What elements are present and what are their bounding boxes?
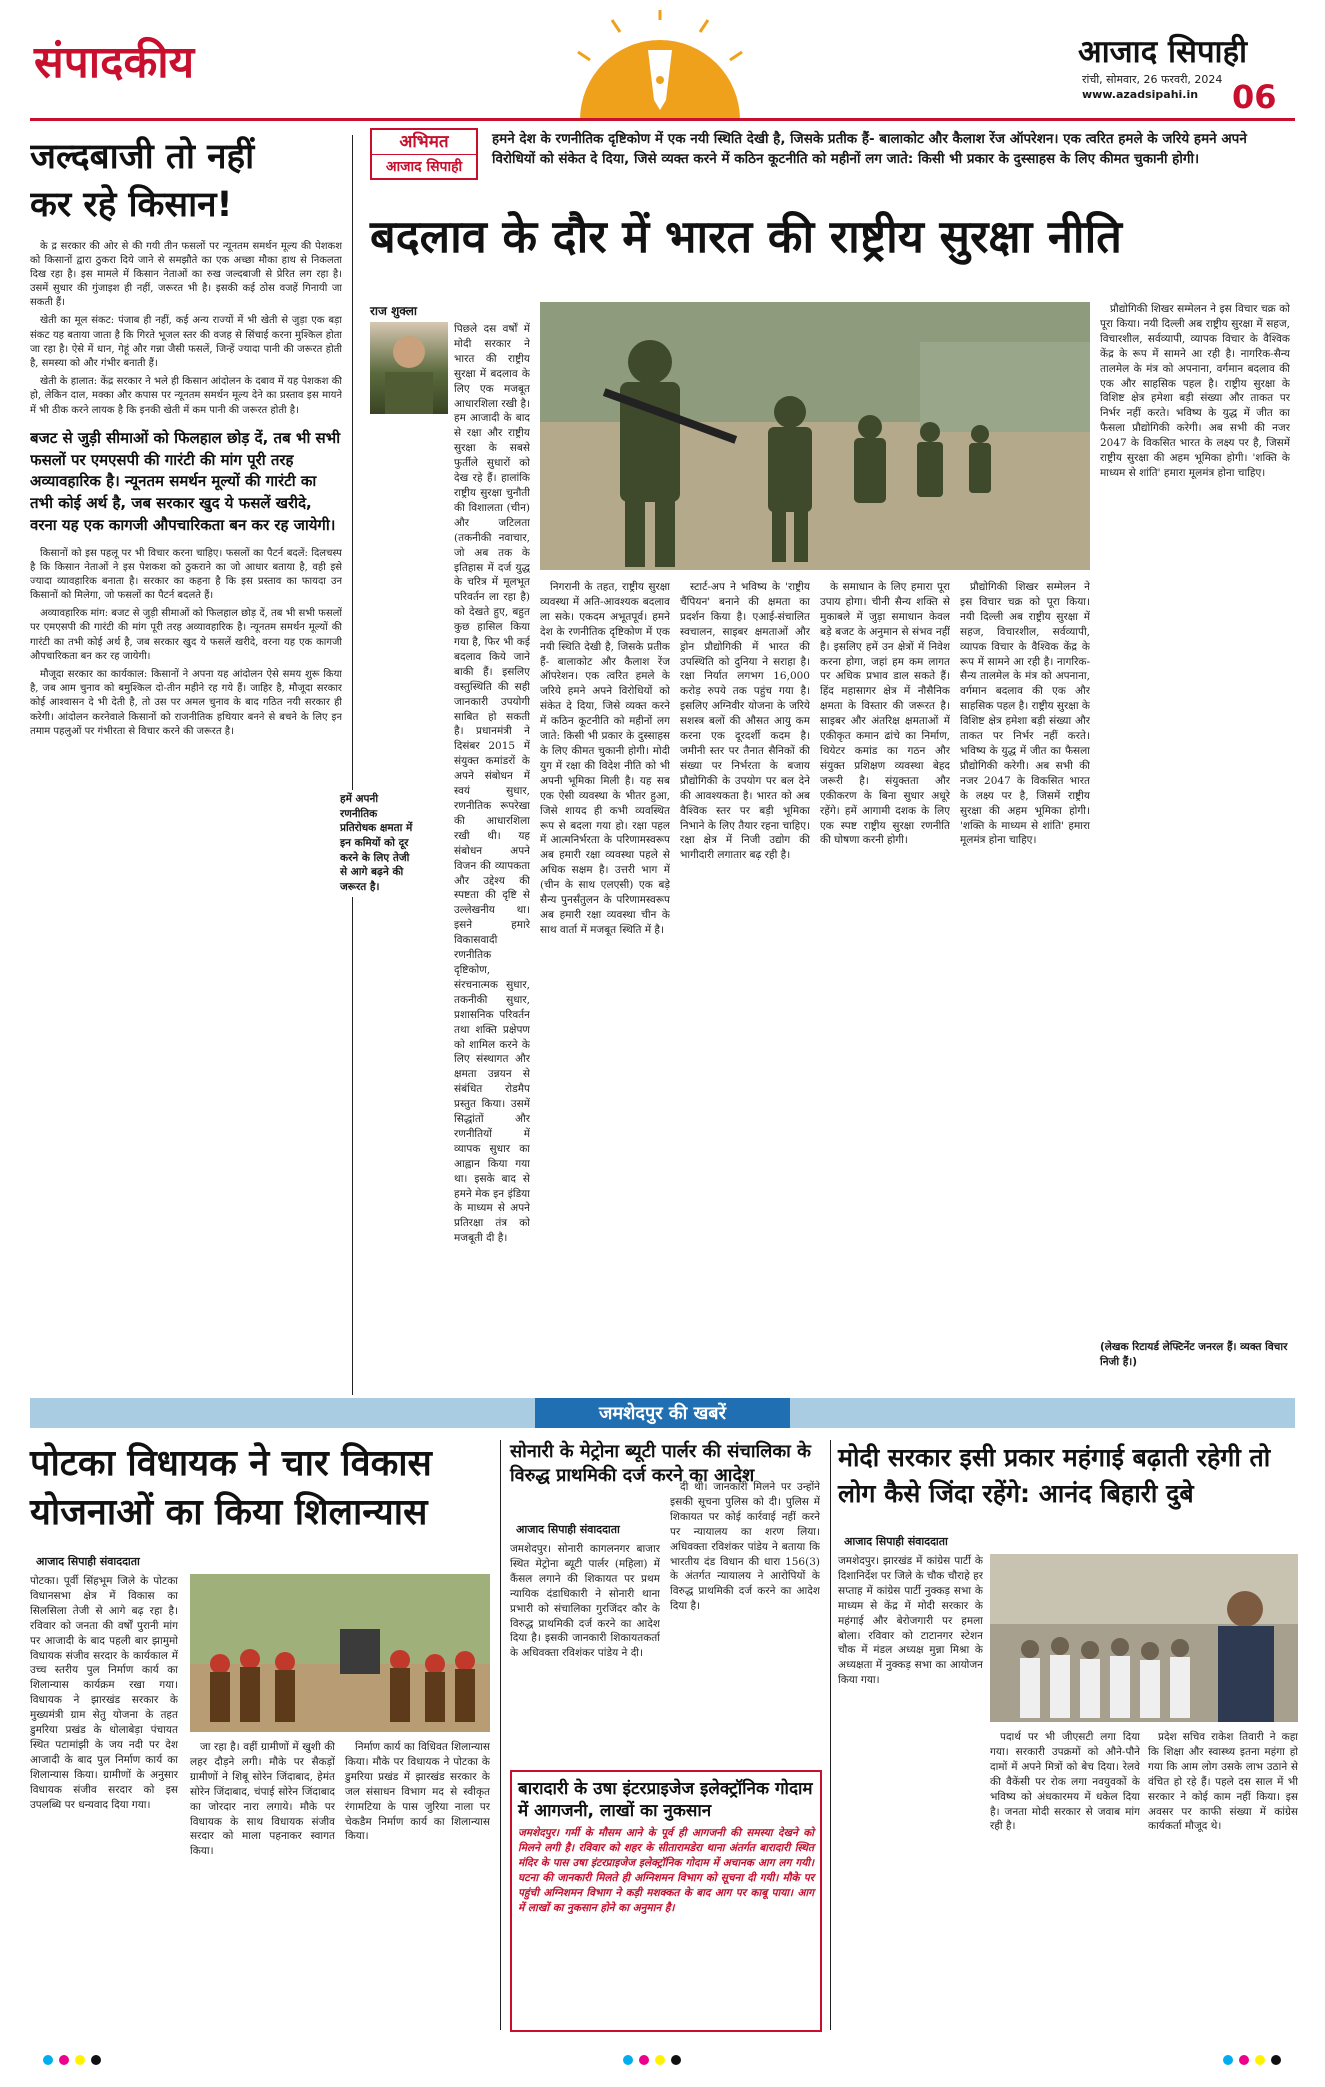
opinion-tag-title: अभिमत: [372, 130, 476, 155]
section-band-title: जमशेदपुर की खबरें: [599, 1403, 726, 1424]
story-left-headline: पोटका विधायक ने चार विकास योजनाओं का किया शिलान्यास: [30, 1443, 432, 1533]
story-mid-col-2: [670, 1480, 820, 1762]
main-col-6-text: प्रौद्योगिकी शिखर सम्मेलन ने इस विचार चक्र को पूरा किया। नयी दिल्ली अब राष्ट्रीय सुरक्षा में सहज, विचारशील, सर्वव्यापी, व्यापक विचार के वैश्विक केंद्र के रूप में सामने आ रही है। नागरिक-सैन्य तालमेल के मंत्र को अपनाना, वर्गमान बदलाव की एक और साहसिक पहल है। राष्ट्रीय सुरक्षा के विशिष्ट क्षेत्र हमेशा बड़ी संख्या और ताकत पर निर्भर नहीं करते। भविष्य के युद्ध में जीत का फैसला प्रौद्योगिकी करेगी। अब सभी की नजर 2047 के विकसित भारत के लक्ष्य पर है, जिसमें राष्ट्रीय सुरक्षा की अहम भूमिका होगी। 'शक्ति के माध्यम से शांति' हमारा मूलमंत्र होना चाहिए।: [1100, 303, 1290, 479]
story-left-byline: आजाद सिपाही संवाददाता: [36, 1555, 140, 1568]
editorial-para-2: खेती का मूल संकट: पंजाब ही नहीं, कई अन्य राज्यों में भी खेती से जुड़ा एक बड़ा संकट यह बताया जाता है कि गिरते भूजल स्तर की वजह से सिंचाई करना मुश्किल होता जा रहा है। ऐसे में धान, गेहूं और गन्ना जैसी फसलें, जिन्हें ज्यादा पानी की जरूरत होती है, समस्या को और गंभीर बनाती हैं।: [30, 315, 342, 369]
main-col-2: [540, 580, 670, 1380]
registration-marks-mid: [620, 2050, 684, 2069]
story-right-headline: मोदी सरकार इसी प्रकार महंगाई बढ़ाती रहेगी तो लोग कैसे जिंदा रहेंगे: आनंद बिहारी दुबे: [838, 1443, 1271, 1509]
main-col-6: [1100, 302, 1290, 1312]
side-quote: हमें अपनी रणनीतिक प्रतिरोधक क्षमता में इन कमियों को दूर करने के लिए तेजी से आगे बढ़ने की जरूरत है।: [338, 790, 418, 897]
editorial-para-4: किसानों को इस पहलू पर भी विचार करना चाहिए। फसलों का पैटर्न बदलें: दिलचस्प है कि किसान नेताओं ने इस पेशकश को ठुकराने का जो आधार बताया है, वही इसे ज्यादा व्यावहारिक बनाता है। सरकार का कहना है कि इस प्रस्ताव का फायदा उन किसानों को मिलेगा, जो फसलों का पैटर्न बदलते हैं।: [30, 547, 342, 602]
editorial-headline-line2: कर रहे किसान!: [30, 184, 233, 225]
main-col-4: [820, 580, 950, 1380]
editorial-para-1: के द्र सरकार की ओर से की गयी तीन फसलों पर न्यूनतम समर्थन मूल्य की पेशकश को किसानों द्वारा ठुकरा दिये जाने से समझौते का एक अच्छा मौका हाथ से निकलता दिख रहा है। इस मामले में किसान नेताओं का रुख जल्दबाजी से प्रेरित लग रहा है। उसमें सुधार की गुंजाइश ही नहीं, जरूरत भी है। इसकी कई ठोस वजहें गिनायी जा सकती हैं।: [30, 240, 342, 309]
story-right-text-3: प्रदेश सचिव राकेश तिवारी ने कहा कि शिक्षा और स्वास्थ्य इतना महंगा हो गया कि आम लोग उसके लाभ उठाने से वंचित हो रहे हैं। पहले दस साल में भी सरकार ने कोई काम नहीं किया। इस अवसर पर काफी संख्या में कांग्रेस कार्यकर्ता मौजूद थे।: [1148, 1731, 1298, 1833]
page-number: 06: [1232, 78, 1277, 116]
story-right-byline: आजाद सिपाही संवाददाता: [844, 1535, 948, 1548]
story-right-col-3: [1148, 1730, 1298, 2032]
main-col-5-text: प्रौद्योगिकी शिखर सम्मेलन ने इस विचार चक्र को पूरा किया। नयी दिल्ली अब राष्ट्रीय सुरक्षा में सहज, विचारशील, सर्वव्यापी, व्यापक विचार के वैश्विक केंद्र के रूप में सामने आ रही है। नागरिक-सैन्य तालमेल के मंत्र को अपनाना, वर्गमान बदलाव की एक और साहसिक पहल है। राष्ट्रीय सुरक्षा के विशिष्ट क्षेत्र हमेशा बड़ी संख्या और ताकत पर निर्भर नहीं करते। भविष्य के युद्ध में जीत का फैसला प्रौद्योगिकी करेगी। अब सभी की नजर 2047 के विकसित भारत के लक्ष्य पर है, जिसमें राष्ट्रीय सुरक्षा की अहम भूमिका होगी। 'शक्ति के माध्यम से शांति' हमारा मूलमंत्र होना चाहिए।: [960, 581, 1090, 847]
story-mid-byline: आजाद सिपाही संवाददाता: [516, 1523, 620, 1536]
masthead-underline: [30, 118, 1295, 121]
story-mid-col-1: [510, 1542, 660, 1762]
main-headline: बदलाव के दौर में भारत की राष्ट्रीय सुरक्षा नीति: [370, 210, 1122, 263]
dateline: रांची, सोमवार, 26 फरवरी, 2024: [1082, 73, 1223, 86]
sun-emblem-icon: [560, 10, 760, 120]
story-left-col-2: [190, 1740, 335, 2030]
main-intro: हमने देश के रणनीतिक दृष्टिकोण में एक नयी स्थिति देखी है, जिसके प्रतीक हैं- बालाकोट और कैलाश रेंज ऑपरेशन। एक त्वरित हमले के जरिये हमने अपने विरोधियों को संकेत दे दिया, जिसे व्यक्त करने में कठिन कूटनीति को महीनों लग जाते: किसी भी प्रकार के दुस्साहस के लिए कीमत चुकानी होगी।: [492, 131, 1247, 167]
column-divider: [352, 135, 353, 1395]
registration-marks-right: [1220, 2050, 1284, 2069]
opinion-tag: [370, 128, 478, 180]
editorial-para-3: खेती के हालात: केंद्र सरकार ने भले ही किसान आंदोलन के दबाव में यह पेशकश की हो, लेकिन दाल, मक्का और कपास पर न्यूनतम समर्थन मूल्य देने का प्रस्ताव इस मायने में भी ठीक करने लायक है कि इनकी खेती में कम पानी की जरूरत होती है।: [30, 376, 342, 416]
story-left-text-2: जा रहा है। वहीं ग्रामीणों में खुशी की लहर दौड़ने लगी। मौके पर सैकड़ों ग्रामीणों ने शिबू सोरेन जिंदाबाद, हेमंत सोरेन जिंदाबाद, चंपाई सोरेन जिंदाबाद का जोरदार नारा लगाये। मौके पर विधायक के साथ विधायक संजीव सरदार को माला पहनाकर स्वागत किया।: [190, 1741, 335, 1858]
editorial-pullquote: बजट से जुड़ी सीमाओं को फिलहाल छोड़ दें, तब भी सभी फसलों पर एमएसपी की गारंटी की मांग पूरी तरह अव्यावहारिक है। न्यूनतम समर्थन मूल्यों की गारंटी का तभी कोई अर्थ है, जब सरकार खुद ये फसलें खरीदे, वरना यह एक कागजी औपचारिकता बन कर रह जायेगी।: [30, 428, 341, 534]
main-col-4-text: के समाधान के लिए हमारा पूरा उपाय होगा। चीनी सैन्य शक्ति से मुकाबले में जुड़ा समाधान केवल बड़े बजट के अनुमान से संभव नहीं है। इसलिए हमें उन क्षेत्रों में निवेश करना होगा, जहां हम कम लागत पर अधिक प्रभाव डाल सकते हैं। हिंद महासागर क्षेत्र में नौसैनिक क्षमता के विस्तार की जरूरत है। साइबर और अंतरिक्ष क्षमताओं में एकीकृत कमान ढांचे का निर्माण, थियेटर कमांड का गठन और संयुक्त प्रशिक्षण व्यवस्था बेहद जरूरी है। संयुक्तता और एकीकरण के बिना सुधार अधूरे रहेंगे। हमें आगामी दशक के लिए एक स्पष्ट राष्ट्रीय सुरक्षा रणनीति की घोषणा करनी होगी।: [820, 581, 950, 847]
main-col-1-text: पिछले दस वर्षों में मोदी सरकार ने भारत की राष्ट्रीय सुरक्षा में बदलाव के लिए एक मजबूत आधारशिला रखी है। हम आजादी के बाद से रक्षा और राष्ट्रीय सुरक्षा के सबसे फुर्तीले सुधारों को देख रहे हैं। हालांकि राष्ट्रीय सुरक्षा चुनौती की विशालता (चीन) और जटिलता (तकनीकी नवाचार, जो अब तक के इतिहास में दर्ज युद्ध के चरित्र में मूलभूत परिवर्तन ला रहा है) को देखते हुए, बहुत कुछ हासिल किया गया है, फिर भी कई बदलाव किये जाने बाकी हैं। इसलिए वस्तुस्थिति की सही जानकारी उपयोगी साबित हो सकती है। प्रधानमंत्री ने दिसंबर 2015 में संयुक्त कमांडरों के अपने संबोधन में स्वयं सुधार, रणनीतिक रूपरेखा की आधारशिला रखी थी। यह संबोधन अपने विजन की व्यापकता और उद्देश्य की स्पष्टता की दृष्टि से उल्लेखनीय था। इसने हमारे विकासवादी रणनीतिक दृष्टिकोण, संरचनात्मक सुधार, तकनीकी सुधार, प्रशासनिक परिवर्तन तथा शक्ति प्रक्षेपण को शामिल करने के लिए संस्थागत और क्षमता उन्नयन से संबंधित रोडमैप प्रस्तुत किया। उसमें सिद्धांतों और रणनीतियों में व्यापक सुधार का आह्वान किया गया था। इसके बाद से हमने मेक इन इंडिया के माध्यम से अपने प्रतिरक्षा तंत्र को मजबूती दी है।: [454, 323, 530, 1245]
masthead: [0, 0, 1325, 120]
fire-story-box: [510, 1770, 822, 2032]
registration-marks-left: [40, 2050, 104, 2069]
story-left-col-1: [30, 1574, 178, 2024]
opinion-tag-paper: आजाद सिपाही: [385, 159, 463, 175]
story-mid-headline: सोनारी के मेट्रोना ब्यूटी पार्लर की संचालिका के विरुद्ध प्राथमिकी दर्ज करने का आदेश: [510, 1441, 811, 1487]
story-divider-1: [500, 1440, 501, 2030]
fire-story-headline: बारादारी के उषा इंटरप्राइजेज इलेक्ट्रॉनिक गोदाम में आगजनी, लाखों का नुकसान: [518, 1779, 813, 1822]
author-note: (लेखक रिटायर्ड लेफ्टिनेंट जनरल हैं। व्यक्त विचार निजी हैं।): [1100, 1341, 1288, 1368]
story-left-text-3: निर्माण कार्य का विधिवत शिलान्यास किया। मौके पर विधायक ने पोटका के डुमरिया प्रखंड में झारखंड सरकार के जल संसाधन विभाग मद से स्वीकृत रंगामटिया के पास जुरिया नाला पर चेकडैम निर्माण कार्य का शिलान्यास किया।: [345, 1741, 490, 1843]
speaker-photo: [990, 1554, 1298, 1722]
story-right-col-2: [990, 1730, 1140, 2032]
main-col-3-text: स्टार्ट-अप ने भविष्य के 'राष्ट्रीय चैंपियन' बनाने की क्षमता का प्रदर्शन किया है। एआई-संचालित स्वचालन, साइबर क्षमताओं और ड्रोन प्रौद्योगिकी में भारत की उपस्थिति को दुनिया ने सराहा है। रक्षा निर्यात लगभग 16,000 करोड़ रुपये तक पहुंच गया है। इसलिए अग्निवीर योजना के जरिये सशस्त्र बलों की औसत आयु कम करना एक दूरदर्शी कदम है। जमीनी स्तर पर तैनात सैनिकों की संख्या पर निर्भरता के बजाय प्रौद्योगिकी के उपयोग पर बल देने की आवश्यकता है। भारत को अब वैश्विक स्तर पर बड़ी भूमिका निभाने के लिए तैयार रहना चाहिए। रक्षा क्षेत्र में निजी उद्योग की भागीदारी लगातार बढ़ रही है।: [680, 581, 810, 862]
story-right-text-2: पदार्थ पर भी जीएसटी लगा दिया गया। सरकारी उपक्रमों को औने-पौने दामों में अपने मित्रों को बेच दिया। रेलवे की वैकेंसी पर रोक लगा नवयुवकों के भविष्य को अंधकारमय में धकेल दिया है। जनता मोदी सरकार से जवाब मांग रही है।: [990, 1731, 1140, 1833]
section-title: संपादकीय: [34, 37, 195, 88]
paper-name: आजाद सिपाही: [1078, 34, 1248, 70]
story-right-text-1: जमशेदपुर। झारखंड में कांग्रेस पार्टी के दिशानिर्देश पर जिले के चौक चौराहे हर सप्ताह में कांग्रेस पार्टी नुक्कड़ सभा के माध्यम से केंद्र में मोदी सरकार के महंगाई और बेरोजगारी पर हमला बोला। रविवार को टाटानगर स्टेशन चौक में मंडल अध्यक्ष मुन्ना मिश्रा के अध्यक्षता में नुक्कड़ सभा का आयोजन किया गया।: [838, 1555, 983, 1687]
section-band: [30, 1398, 1295, 1428]
main-col-5: [960, 580, 1090, 1380]
soldiers-photo: [540, 302, 1090, 570]
main-col-2-text: निगरानी के तहत, राष्ट्रीय सुरक्षा व्यवस्था में अति-आवश्यक बदलाव ला सके। एकदम अभूतपूर्व। हमने देश के रणनीतिक दृष्टिकोण में एक नयी स्थिति देखी है, जिसके प्रतीक हैं- बालाकोट और कैलाश रेंज ऑपरेशन। एक त्वरित हमले के जरिये हमने अपने विरोधियों को संकेत दे दिया, जिसे व्यक्त करने में कठिन कूटनीति को महीनों लग जाते: किसी भी प्रकार के दुस्साहस के लिए कीमत चुकानी होगी। मोदी युग में रक्षा की विदेश नीति को भी अपनी भूमिका मिली है। यह सब एक ऐसी व्यवस्था के भीतर हुआ, जिसे शायद ही कभी व्यवस्थित रूप से बदला गया हो। रक्षा पहल में आत्मनिर्भरता के परिणामस्वरूप अब हमारी रक्षा व्यवस्था पहले से अधिक सक्षम है। उत्तरी भाग में (चीन के साथ एलएसी) एक बड़े सैन्य पुनर्संतुलन के परिणामस्वरूप अब हमारी रक्षा व्यवस्था चीन के साथ वार्ता में मजबूत स्थिति में है।: [540, 581, 670, 936]
editorial-headline-line1: जल्दबाजी तो नहीं: [30, 137, 255, 177]
story-divider-2: [830, 1440, 831, 2030]
inauguration-photo: [190, 1574, 490, 1732]
left-editorial: [30, 135, 342, 1405]
editorial-para-5: अव्यावहारिक मांग: बजट से जुड़ी सीमाओं को फिलहाल छोड़ दें, तब भी सभी फसलों पर एमएसपी की गारंटी की मांग पूरी तरह अव्यावहारिक है। न्यूनतम समर्थन मूल्यों की गारंटी का तभी कोई अर्थ है, जब सरकार खुद ये फसलें खरीदे, वरना यह एक कागजी औपचारिकता बन कर रह जायेगी।: [30, 608, 342, 662]
story-left-text-1: पोटका। पूर्वी सिंहभूम जिले के पोटका विधानसभा क्षेत्र में विकास का सिलसिला तेजी से आगे बढ़ रहा है। रविवार को जनता की वर्षों पुरानी मांग पर आजादी के बाद पहली बार झामुमो विधायक संजीव सरदार के कार्यकाल में उच्च स्तरीय पुल निर्माण कार्य का शिलान्यास कार्यक्रम रखा गया। विधायक ने झारखंड सरकार के मुख्यमंत्री ग्राम सेतु योजना के तहत डुमरिया प्रखंड के धोलाबेड़ा पंचायत स्थित पटामांझी के जय नदी पर देश आजादी के बाद पुल निर्माण कार्य का शिलान्यास किया। ग्रामीणों के अनुसार विधायक संजीव सरदार को इस उपलब्धि पर धन्यवाद दिया गया।: [30, 1575, 178, 1811]
editorial-para-6: मौजूदा सरकार का कार्यकाल: किसानों ने अपना यह आंदोलन ऐसे समय शुरू किया है, जब आम चुनाव को बमुश्किल दो-तीन महीने रह गये हैं। जाहिर है, मौजूदा सरकार कोई आश्वासन दे भी देती है, तो उस पर अमल चुनाव के बाद गठित नयी सरकार ही करेगी। आंदोलन करनेवाले किसानों को राजनीतिक हथियार बनने से बचने के लिए इन तमाम पहलुओं पर गंभीरता से विचार करने की जरूरत है।: [30, 669, 342, 737]
story-mid-text-2: दी थी। जानकारी मिलने पर उन्होंने इसकी सूचना पुलिस को दी। पुलिस में शिकायत पर कोई कार्रवाई नहीं करने पर न्यायालय का शरण लिया। अधिवक्ता रविशंकर पांडेय ने बताया कि भारतीय दंड विधान की धारा 156(3) के अंतर्गत न्यायालय ने आरोपियों के विरुद्ध प्राथमिकी दर्ज करने का आदेश दिया है।: [670, 1481, 820, 1613]
main-col-3: [680, 580, 810, 1380]
byline-label: राज शुक्ला: [370, 304, 418, 318]
story-left-col-3: [345, 1740, 490, 2030]
story-right-col-1: [838, 1554, 983, 2032]
website[interactable]: www.azadsipahi.in: [1082, 88, 1199, 101]
story-mid-text-1: जमशेदपुर। सोनारी कागलनगर बाजार स्थित मेट्रोना ब्यूटी पार्लर (महिला) में कैंसल लगाने की शिकायत पर प्रथम न्यायिक दंडाधिकारी ने सोनारी थाना प्रभारी को संचालिका गुरजिंदर कौर के विरुद्ध प्राथमिकी दर्ज करने का आदेश दिया है। इसकी जानकारी शिकायतकर्ता के अधिवक्ता रविशंकर पांडेय ने दी।: [510, 1543, 660, 1660]
fire-story-text: जमशेदपुर। गर्मी के मौसम आने के पूर्व ही आगजनी की समस्या देखने को मिलने लगी है। रविवार को शहर के सीतारामडेरा थाना अंतर्गत बारादारी स्थित मंदिर के पास उषा इंटरप्राइजेज इलेक्ट्रॉनिक गोदाम में अचानक आग लग गयी। घटना की जानकारी मिलते ही अग्निशमन विभाग को सूचना दी गयी। मौके पर पहुंची अग्निशमन विभाग ने कड़ी मशक्कत के बाद आग पर काबू पाया। आग में लाखों का नुकसान होने का अनुमान है।: [518, 1827, 814, 1914]
